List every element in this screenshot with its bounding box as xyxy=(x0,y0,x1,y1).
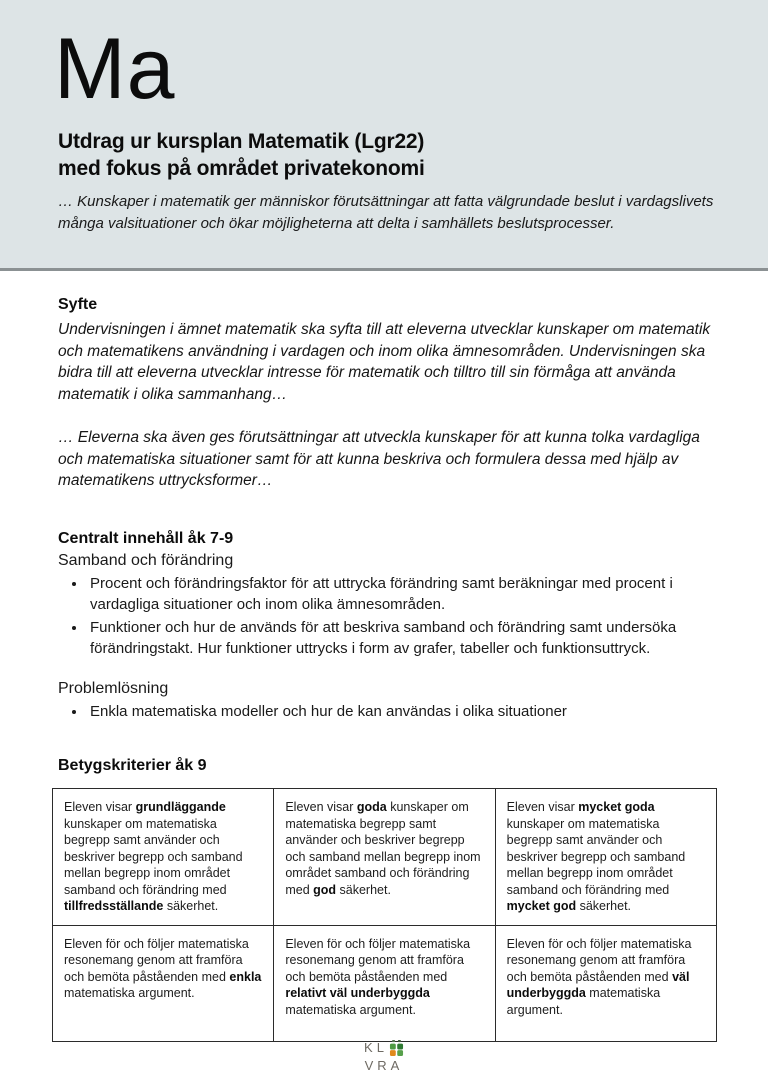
clover-icon xyxy=(389,1040,404,1056)
document-title-line2: med fokus på området privatekonomi xyxy=(58,157,425,180)
header-band xyxy=(0,0,768,271)
centralt-subheading-problemlosning: Problemlösning xyxy=(58,679,169,697)
syfte-heading: Syfte xyxy=(58,296,98,313)
intro-quote: … Kunskaper i matematik ger människor förutsättningar att fatta välgrundade beslut i vardagslivets många valsituationer och ökar möjligheterna att delta i samhällets beslutsprocesser. xyxy=(58,193,714,232)
criteria-cell-e: Eleven visar grundläggande kunskaper om matematiska begrepp samt använder och beskriver begrepp och samband mellan begrepp inom området samband och förändring med tillfredsställande säkerhet. xyxy=(53,789,274,926)
betyg-heading: Betygskriterier åk 9 xyxy=(58,757,207,774)
logo-text-vra: VRA xyxy=(364,1058,404,1073)
criteria-cell-c: Eleven visar goda kunskaper om matematiska begrepp samt använder och beskriver begrepp och samband mellan begrepp inom området samband och förändring med god säkerhet. xyxy=(274,789,495,926)
logo-text-kl: KL xyxy=(364,1040,388,1055)
subject-code: Ma xyxy=(54,21,176,117)
main-content xyxy=(0,271,768,1042)
problemlosning-bullet-list xyxy=(58,701,718,723)
samband-bullet-list xyxy=(58,573,718,660)
table-row xyxy=(53,789,717,926)
brand-logo xyxy=(364,1039,404,1056)
document-title-line1: Utdrag ur kursplan Matematik (Lgr22) xyxy=(58,130,425,153)
bullet-item: • Procent och förändringsfaktor för att uttrycka förändring samt beräkningar med procent i vardagliga situationer och inom olika ämnesområden. xyxy=(87,573,718,616)
centralt-subheading-samband: Samband och förändring xyxy=(58,551,234,569)
bullet-item: • Enkla matematiska modeller och hur de kan användas i olika situationer xyxy=(87,701,718,723)
criteria-cell-e: Eleven för och följer matematiska resonemang genom att framföra och bemöta påståenden med enkla matematiska argument. xyxy=(53,925,274,1041)
criteria-cell-c: Eleven för och följer matematiska resonemang genom att framföra och bemöta påståenden med relativt väl underbyggda matematiska argument. xyxy=(274,925,495,1041)
bullet-item: • Funktioner och hur de används för att beskriva samband och förändring samt undersöka förändringstakt. Hur funktioner uttrycks i form av grafer, tabeller och funktionsuttryck. xyxy=(87,617,718,660)
grading-criteria-table xyxy=(52,788,717,1042)
criteria-cell-a: Eleven visar mycket goda kunskaper om matematiska begrepp samt använder och beskriver begrepp och samband mellan begrepp inom området samband och förändring med mycket god säkerhet. xyxy=(495,789,716,926)
centralt-heading: Centralt innehåll åk 7-9 xyxy=(58,529,234,547)
syfte-paragraph-2: … Eleverna ska även ges förutsättningar att utveckla kunskaper för att kunna tolka vardagliga och matematiska situationer samt för att kunna beskriva och formulera dessa med hjälp av matematikens uttrycksformer… xyxy=(58,429,700,489)
syfte-paragraph-1: Undervisningen i ämnet matematik ska syfta till att eleverna utvecklar kunskaper om matematik och matematikens användning i vardagen och inom olika ämnesområden. Undervisningen ska bidra till att eleverna utvecklar intresse för matematik och tilltro till sin förmåga att använda matematik i olika sammanhang… xyxy=(58,321,711,403)
table-row xyxy=(53,925,717,1041)
footer xyxy=(0,1039,768,1074)
criteria-cell-a: Eleven för och följer matematiska resonemang genom att framföra och bemöta påståenden med väl underbyggda matematiska argument. xyxy=(495,925,716,1041)
document-title xyxy=(58,128,716,182)
